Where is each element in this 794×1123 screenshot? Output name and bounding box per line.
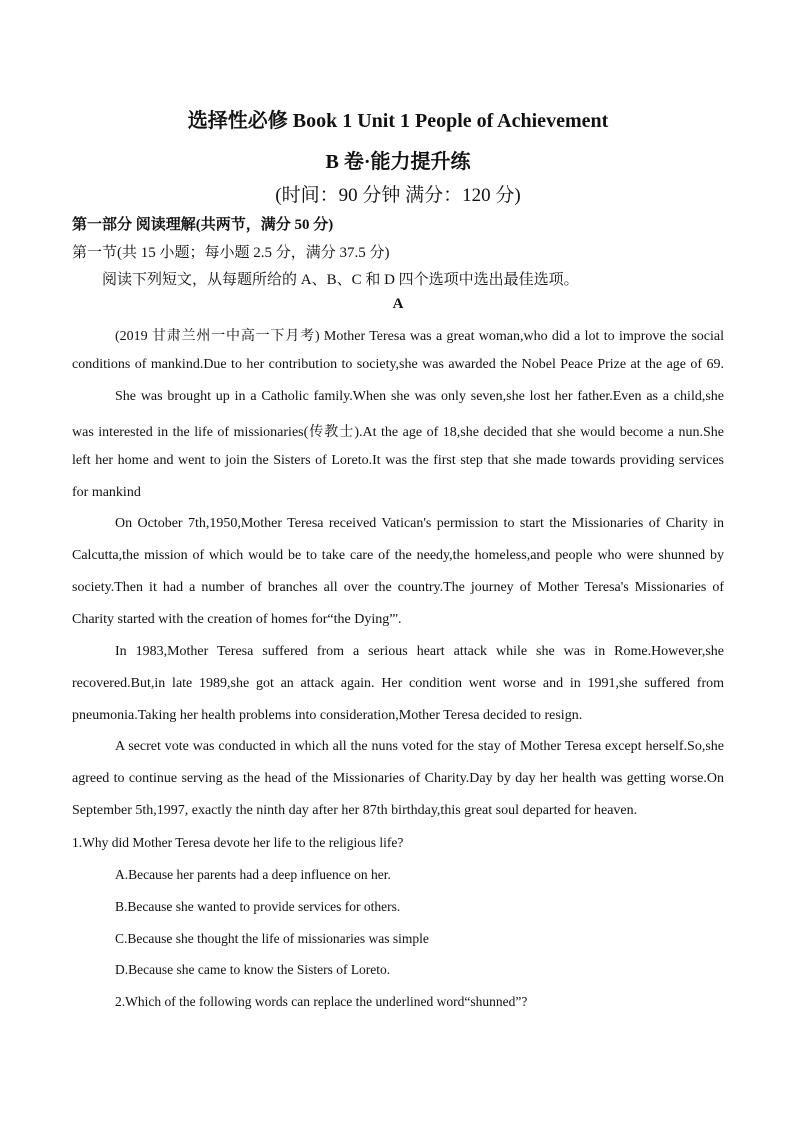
question-1-option-a: A.Because her parents had a deep influence on her. [115, 867, 391, 882]
question-1-option-b: B.Because she wanted to provide services for others. [115, 899, 401, 914]
passage-line: Calcutta,the mission of which would be to take care of the needy,the homeless,and people who were shunned by [72, 548, 724, 563]
passage-line: was interested in the life of missionaries(传教士).At the age of 18,she decided that she would become a nun.She [72, 425, 724, 440]
document-subtitle: B 卷·能力提升练 [325, 151, 471, 173]
part-heading: 第一部分 阅读理解(共两节，满分 50 分) [72, 217, 334, 233]
passage-line: agreed to continue serving as the head of the Missionaries of Charity.Day by day her health was getting worse.On [72, 771, 724, 786]
passage-line: A secret vote was conducted in which all the nuns voted for the stay of Mother Teresa except herself.So,she [115, 739, 724, 754]
passage-line: Charity started with the creation of homes for“the Dying”'. [72, 612, 402, 627]
passage-line: society.Then it had a number of branches all over the country.The journey of Mother Teresa's Missionaries of [72, 580, 724, 595]
passage-line: conditions of mankind.Due to her contribution to society,she was awarded the Nobel Peace Prize at the age of 69. [72, 357, 724, 372]
passage-line: She was brought up in a Catholic family.When she was only seven,she lost her father.Even as a child,she [115, 389, 724, 404]
question-1-option-c: C.Because she thought the life of missionaries was simple [115, 931, 429, 946]
question-1-option-d: D.Because she came to know the Sisters of Loreto. [115, 962, 391, 977]
passage-line: In 1983,Mother Teresa suffered from a serious heart attack while she was in Rome.However,she [115, 644, 724, 659]
passage-line: left her home and went to join the Sisters of Loreto.It was the first step that she made towards providing services [72, 453, 724, 468]
passage-line: (2019 甘肃兰州一中高一下月考) Mother Teresa was a great woman,who did a lot to improve the social [115, 329, 724, 344]
instruction-text: 阅读下列短文，从每题所给的 A、B、C 和 D 四个选项中选出最佳选项。 [102, 272, 579, 288]
passage-line: September 5th,1997, exactly the ninth day after her 87th birthday,this great soul departed for heaven. [72, 803, 638, 818]
passage-line: for mankind [72, 485, 141, 500]
question-1: 1.Why did Mother Teresa devote her life to the religious life? [72, 835, 404, 850]
passage-line: pneumonia.Taking her health problems into consideration,Mother Teresa decided to resign. [72, 708, 583, 723]
time-score-info: (时间：90 分钟 满分：120 分) [275, 185, 521, 206]
passage-line: On October 7th,1950,Mother Teresa received Vatican's permission to start the Missionaries of Charity in [115, 516, 724, 531]
question-2: 2.Which of the following words can replace the underlined word“shunned”? [115, 994, 528, 1009]
section-heading: 第一节(共 15 小题；每小题 2.5 分，满分 37.5 分) [72, 245, 390, 261]
passage-label: A [392, 296, 404, 312]
passage-line: recovered.But,in late 1989,she got an attack again. Her condition went worse and in 1991,she suffered from [72, 676, 724, 691]
document-title: 选择性必修 Book 1 Unit 1 People of Achievement [187, 110, 609, 132]
